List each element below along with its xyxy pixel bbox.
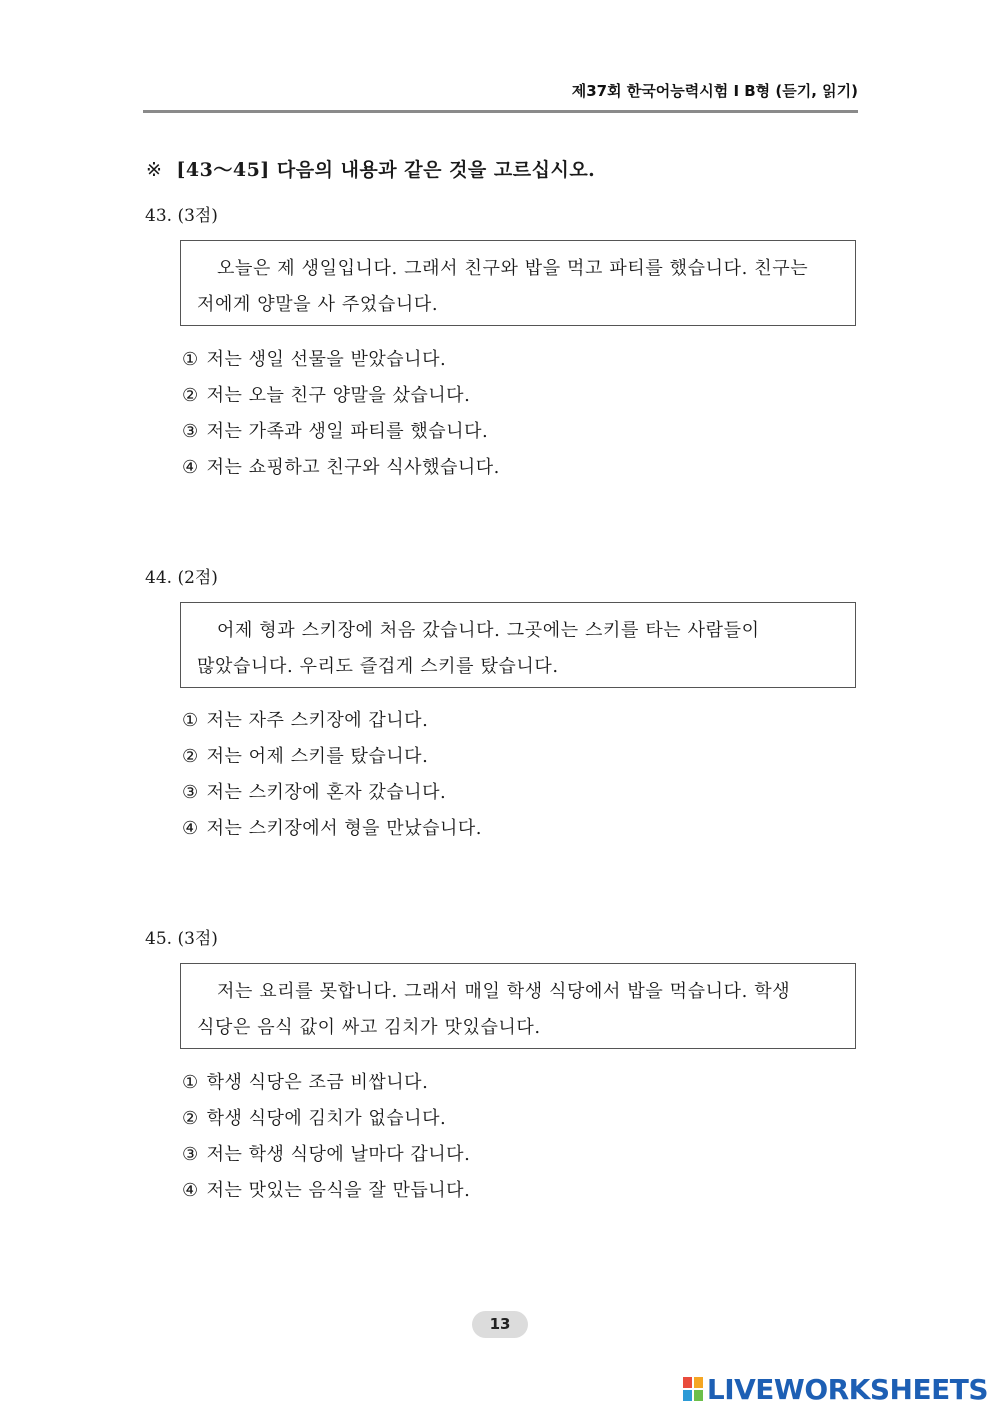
question-43-label: 43. (3점) xyxy=(145,206,218,226)
option-number: ③ xyxy=(182,421,199,442)
option-number: ③ xyxy=(182,1144,199,1165)
option-item[interactable] xyxy=(182,1101,470,1137)
option-text: 저는 맛있는 음식을 잘 만듭니다. xyxy=(206,1180,471,1201)
option-number: ② xyxy=(182,385,199,406)
option-item[interactable] xyxy=(182,378,500,414)
option-text: 저는 생일 선물을 받았습니다. xyxy=(206,349,447,370)
question-44-passage: 어제 형과 스키장에 처음 갔습니다. 그곳에는 스키를 타는 사람들이 많았습니다. 우리도 즐겁게 스키를 탔습니다. xyxy=(180,602,856,688)
logo-square xyxy=(682,1376,693,1389)
question-45-passage: 저는 요리를 못합니다. 그래서 매일 학생 식당에서 밥을 먹습니다. 학생 식당은 음식 값이 싸고 김치가 맛있습니다. xyxy=(180,963,856,1049)
brand-name: LIVEWORKSHEETS xyxy=(706,1372,988,1406)
question-43-passage: 오늘은 제 생일입니다. 그래서 친구와 밥을 먹고 파티를 했습니다. 친구는 저에게 양말을 사 주었습니다. xyxy=(180,240,856,326)
option-number: ④ xyxy=(182,457,199,478)
option-item[interactable] xyxy=(182,775,482,811)
option-text: 저는 자주 스키장에 갑니다. xyxy=(206,710,429,731)
option-item[interactable] xyxy=(182,1065,470,1101)
option-text: 저는 오늘 친구 양말을 샀습니다. xyxy=(206,385,471,406)
logo-square xyxy=(693,1389,704,1402)
exam-header-title: 제37회 한국어능력시험 I B형 (듣기, 읽기) xyxy=(571,82,858,100)
option-text: 저는 가족과 생일 파티를 했습니다. xyxy=(206,421,489,442)
option-item[interactable] xyxy=(182,811,482,847)
option-item[interactable] xyxy=(182,739,482,775)
option-item[interactable] xyxy=(182,1137,470,1173)
instruction-text: [43～45] 다음의 내용과 같은 것을 고르십시오. xyxy=(176,159,596,181)
option-number: ④ xyxy=(182,1180,199,1201)
question-45-options xyxy=(182,1065,470,1209)
liveworksheets-brand[interactable] xyxy=(682,1374,988,1404)
option-item[interactable] xyxy=(182,703,482,739)
question-43-options xyxy=(182,342,500,486)
option-text: 학생 식당은 조금 비쌉니다. xyxy=(206,1072,429,1093)
option-number: ③ xyxy=(182,782,199,803)
option-number: ② xyxy=(182,1108,199,1129)
option-text: 저는 쇼핑하고 친구와 식사했습니다. xyxy=(206,457,500,478)
liveworksheets-logo-icon xyxy=(682,1376,704,1402)
section-instruction xyxy=(146,155,595,182)
option-item[interactable] xyxy=(182,1173,470,1209)
option-number: ① xyxy=(182,710,199,731)
option-text: 저는 어제 스키를 탔습니다. xyxy=(206,746,429,767)
option-number: ① xyxy=(182,1072,199,1093)
logo-square xyxy=(693,1376,704,1389)
logo-square xyxy=(682,1389,693,1402)
reference-mark: ※ xyxy=(146,159,163,181)
option-number: ① xyxy=(182,349,199,370)
page-number-badge: 13 xyxy=(472,1311,528,1338)
option-item[interactable] xyxy=(182,414,500,450)
option-item[interactable] xyxy=(182,342,500,378)
option-text: 저는 학생 식당에 날마다 갑니다. xyxy=(206,1144,471,1165)
question-44-label: 44. (2점) xyxy=(145,568,218,588)
option-text: 저는 스키장에 혼자 갔습니다. xyxy=(206,782,447,803)
option-text: 저는 스키장에서 형을 만났습니다. xyxy=(206,818,482,839)
option-item[interactable] xyxy=(182,450,500,486)
question-45-label: 45. (3점) xyxy=(145,929,218,949)
header-divider xyxy=(143,110,858,113)
option-number: ② xyxy=(182,746,199,767)
option-text: 학생 식당에 김치가 없습니다. xyxy=(206,1108,447,1129)
question-44-options xyxy=(182,703,482,847)
option-number: ④ xyxy=(182,818,199,839)
